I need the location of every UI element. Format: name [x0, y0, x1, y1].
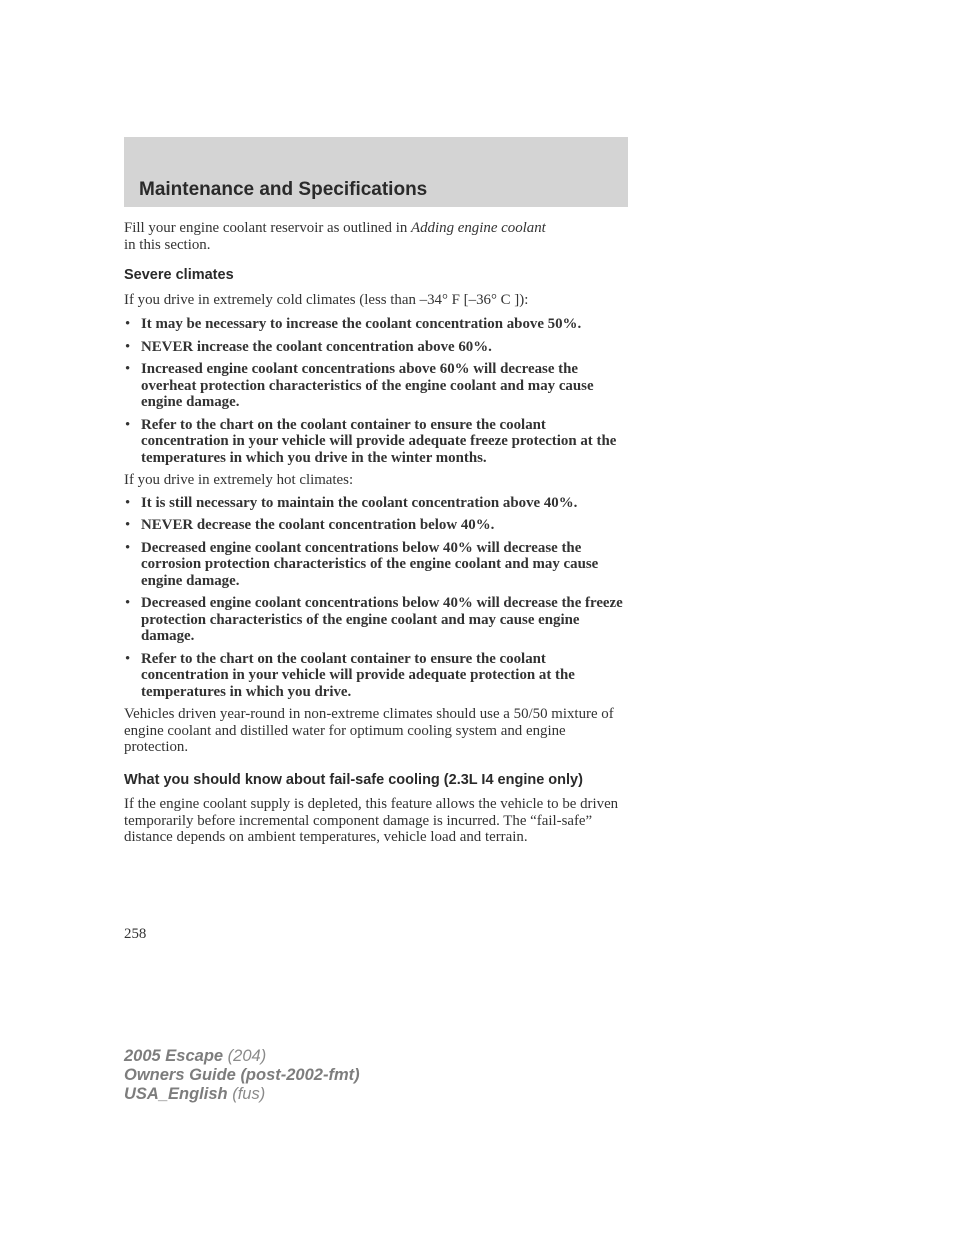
list-item	[124, 651, 630, 701]
list-item	[124, 517, 630, 534]
footer-guide: Owners Guide (post-2002-fmt)	[124, 1066, 360, 1084]
intro-paragraph	[124, 220, 630, 253]
footer-line-3	[124, 1085, 360, 1104]
footer-line-1	[124, 1047, 360, 1066]
severe-climates-heading: Severe climates	[124, 267, 234, 283]
bullet-icon: •	[125, 316, 131, 332]
list-item	[124, 417, 630, 467]
footer-line-2	[124, 1066, 360, 1085]
bullet-text: Refer to the chart on the coolant container to ensure the coolant concentration in your vehicle will provide adequate freeze protection at the temperatures in which you drive in the winter months.	[141, 416, 617, 466]
bullet-text: Refer to the chart on the coolant container to ensure the coolant concentration in your vehicle will provide adequate protection at the temperatures in which you drive.	[141, 650, 575, 700]
bullet-text: Decreased engine coolant concentrations below 40% will decrease the freeze protection characteristics of the engine coolant and may cause engine damage.	[141, 595, 623, 644]
cold-intro: If you drive in extremely cold climates (less than –34° F [–36° C ]):	[124, 291, 529, 308]
footer-model: 2005 Escape	[124, 1047, 224, 1065]
bullet-text: Increased engine coolant concentrations above 60% will decrease the overheat protection characteristics of the engine coolant and may cause engine damage.	[141, 361, 594, 410]
intro-reference: Adding engine coolant	[411, 220, 546, 236]
hot-intro: If you drive in extremely hot climates:	[124, 472, 354, 488]
document-footer	[124, 1047, 360, 1104]
non-extreme-paragraph: Vehicles driven year-round in non-extreme climates should use a 50/50 mixture of engine coolant and distilled water for optimum cooling system and engine protection.	[124, 706, 614, 755]
section-title: Maintenance and Specifications	[139, 179, 428, 200]
bullet-icon: •	[125, 416, 131, 433]
failsafe-paragraph: If the engine coolant supply is depleted, this feature allows the vehicle to be driven temporarily before incremental component damage is incurred. The “fail-safe” distance depends on ambient temperatures, vehicle load and terrain.	[124, 796, 619, 845]
bullet-icon: •	[125, 650, 131, 667]
footer-language-code: (fus)	[227, 1085, 266, 1103]
section-header	[124, 137, 628, 207]
footer-model-code: (204)	[223, 1047, 267, 1065]
bullet-text: It may be necessary to increase the coolant concentration above 50%.	[141, 316, 582, 332]
bullet-text: It is still necessary to maintain the coolant concentration above 40%.	[141, 494, 578, 511]
page-content	[124, 220, 630, 860]
bullet-icon: •	[125, 595, 131, 611]
list-item	[124, 316, 630, 333]
hot-bullet-list	[124, 495, 630, 701]
intro-text: Fill your engine coolant reservoir as outlined in	[124, 220, 411, 236]
list-item	[124, 540, 630, 590]
list-item	[124, 495, 630, 512]
bullet-icon: •	[125, 494, 131, 511]
bullet-icon: •	[125, 361, 131, 377]
bullet-text: Decreased engine coolant concentrations below 40% will decrease the corrosion protection characteristics of the engine coolant and may cause engine damage.	[141, 539, 599, 589]
list-item	[124, 361, 630, 411]
list-item	[124, 595, 630, 645]
cold-bullet-list	[124, 316, 630, 466]
footer-language: USA_English	[124, 1085, 228, 1103]
bullet-icon: •	[125, 539, 131, 556]
failsafe-heading: What you should know about fail-safe cooling (2.3L I4 engine only)	[124, 771, 583, 788]
bullet-icon: •	[125, 517, 131, 533]
page-number: 258	[124, 926, 147, 942]
bullet-text: NEVER decrease the coolant concentration below 40%.	[141, 517, 495, 533]
intro-text-end-visible: in this section.	[124, 236, 211, 253]
bullet-icon: •	[125, 338, 131, 355]
bullet-text: NEVER increase the coolant concentration above 60%.	[141, 338, 492, 355]
list-item	[124, 339, 630, 356]
